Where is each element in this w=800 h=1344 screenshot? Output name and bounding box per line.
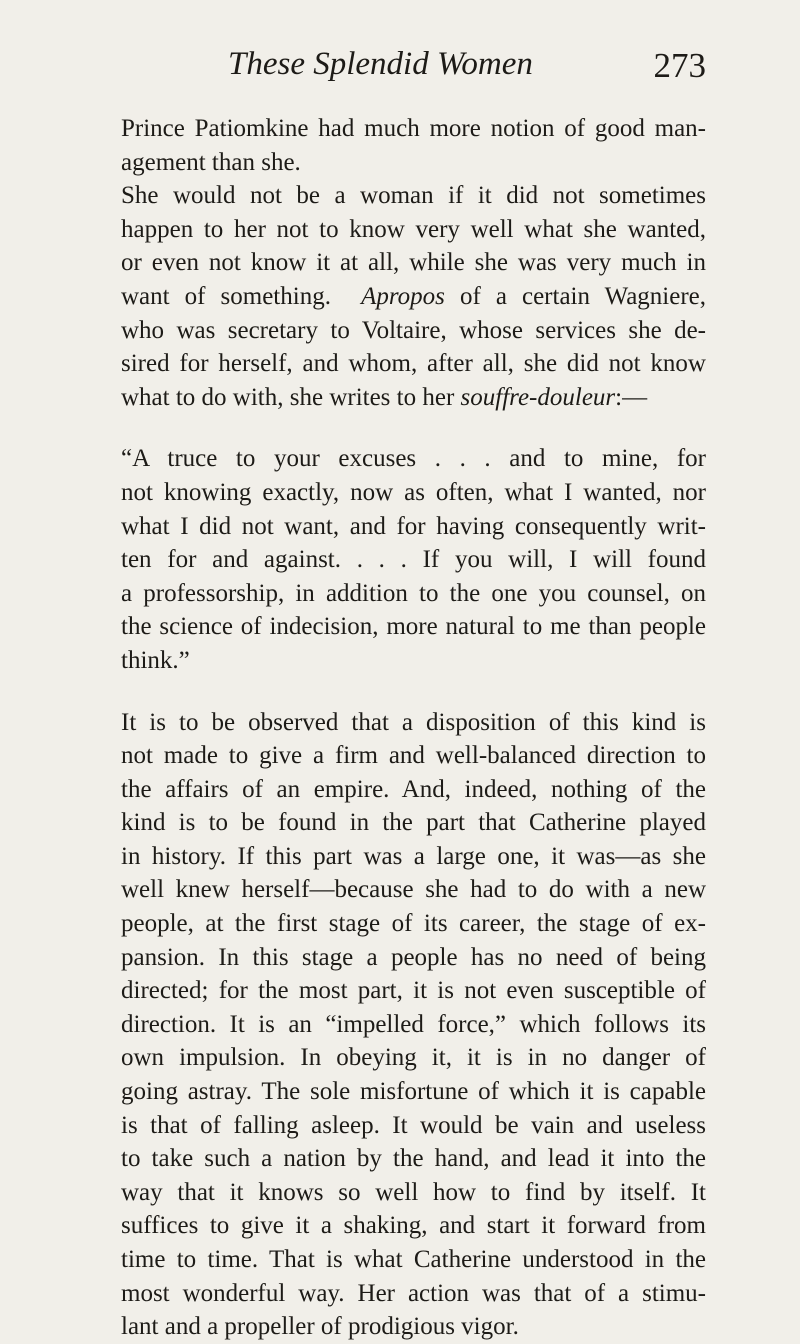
text-line: most wonderful way. Her action was that of a stimu- [121,1279,706,1307]
text-line [121,280,706,314]
quotation-paragraph [121,442,706,677]
text-line: what I did not want, and for having consequently writ- [121,512,706,540]
text-line: directed; for the most part, it is not even susceptible of [121,977,706,1005]
paragraph-gap [121,678,706,706]
text-line: Prince Patiomkine had much more notion of good man- [121,115,706,142]
text-line: not made to give a firm and well-balanced direction to [121,742,706,770]
page-number: 273 [653,46,706,85]
line-segment: :— [615,383,648,411]
text-line: the science of indecision, more natural to me than people [121,613,706,641]
text-line: the affairs of an empire. And, indeed, nothing of the [121,775,706,803]
running-head [120,46,706,90]
paragraph [121,112,706,179]
text-line: kind is to be found in the part that Catherine played [121,809,706,837]
text-line [121,381,706,415]
text-line: way that it knows so well how to find by itself. It [121,1178,706,1206]
text-line: happen to her not to know very well what she wanted, [121,215,706,243]
text-line: lant and a propeller of prodigious vigor. [121,1313,519,1341]
text-line: people, at the first stage of its career, the stage of ex- [121,910,706,938]
text-line: or even not know it at all, while she was very much in [121,249,706,277]
text-line: not knowing exactly, now as often, what I wanted, nor [121,478,706,506]
line-segment: what to do with, she writes to her [121,383,455,411]
line-segment: want of something. [121,282,331,310]
text-line: well knew herself—because she had to do with a new [121,876,706,904]
text-line: going astray. The sole misfortune of which it is capable [121,1078,706,1106]
text-line: sired for herself, and whom, after all, she did not know [121,350,706,378]
text-line: ten for and against. . . . If you will, I will found [121,546,706,574]
italic-word: Apropos [361,282,445,310]
text-line: own impulsion. In obeying it, it is in no danger of [121,1044,706,1072]
text-line: who was secretary to Voltaire, whose services she de- [121,316,706,344]
text-line: think.” [121,646,190,674]
text-line: pansion. In this stage a people has no need of being [121,943,706,971]
text-line: is that of falling asleep. It would be vain and useless [121,1111,706,1139]
text-line: direction. It is an “impelled force,” which follows its [121,1010,706,1038]
line-segment: of a certain Wagniere, [459,282,707,310]
italic-word: souffre-douleur [460,383,616,411]
text-line: a professorship, in addition to the one you counsel, on [121,579,706,607]
text-line: It is to be observed that a disposition of this kind is [121,708,706,736]
body-text [121,112,706,1344]
paragraph [121,706,706,1344]
paragraph [121,179,706,414]
text-line: She would not be a woman if it did not sometimes [121,182,706,210]
text-line: to take such a nation by the hand, and lead it into the [121,1145,706,1173]
paragraph-gap [121,414,706,442]
running-title: These Splendid Women [228,46,533,82]
text-line: in history. If this part was a large one, it was—as she [121,842,706,870]
text-line: suffices to give it a shaking, and start it forward from [121,1212,706,1240]
text-line: agement than she. [121,148,301,176]
text-line: time to time. That is what Catherine understood in the [121,1246,706,1273]
text-line: “A truce to your excuses . . . and to mine, for [121,445,706,473]
